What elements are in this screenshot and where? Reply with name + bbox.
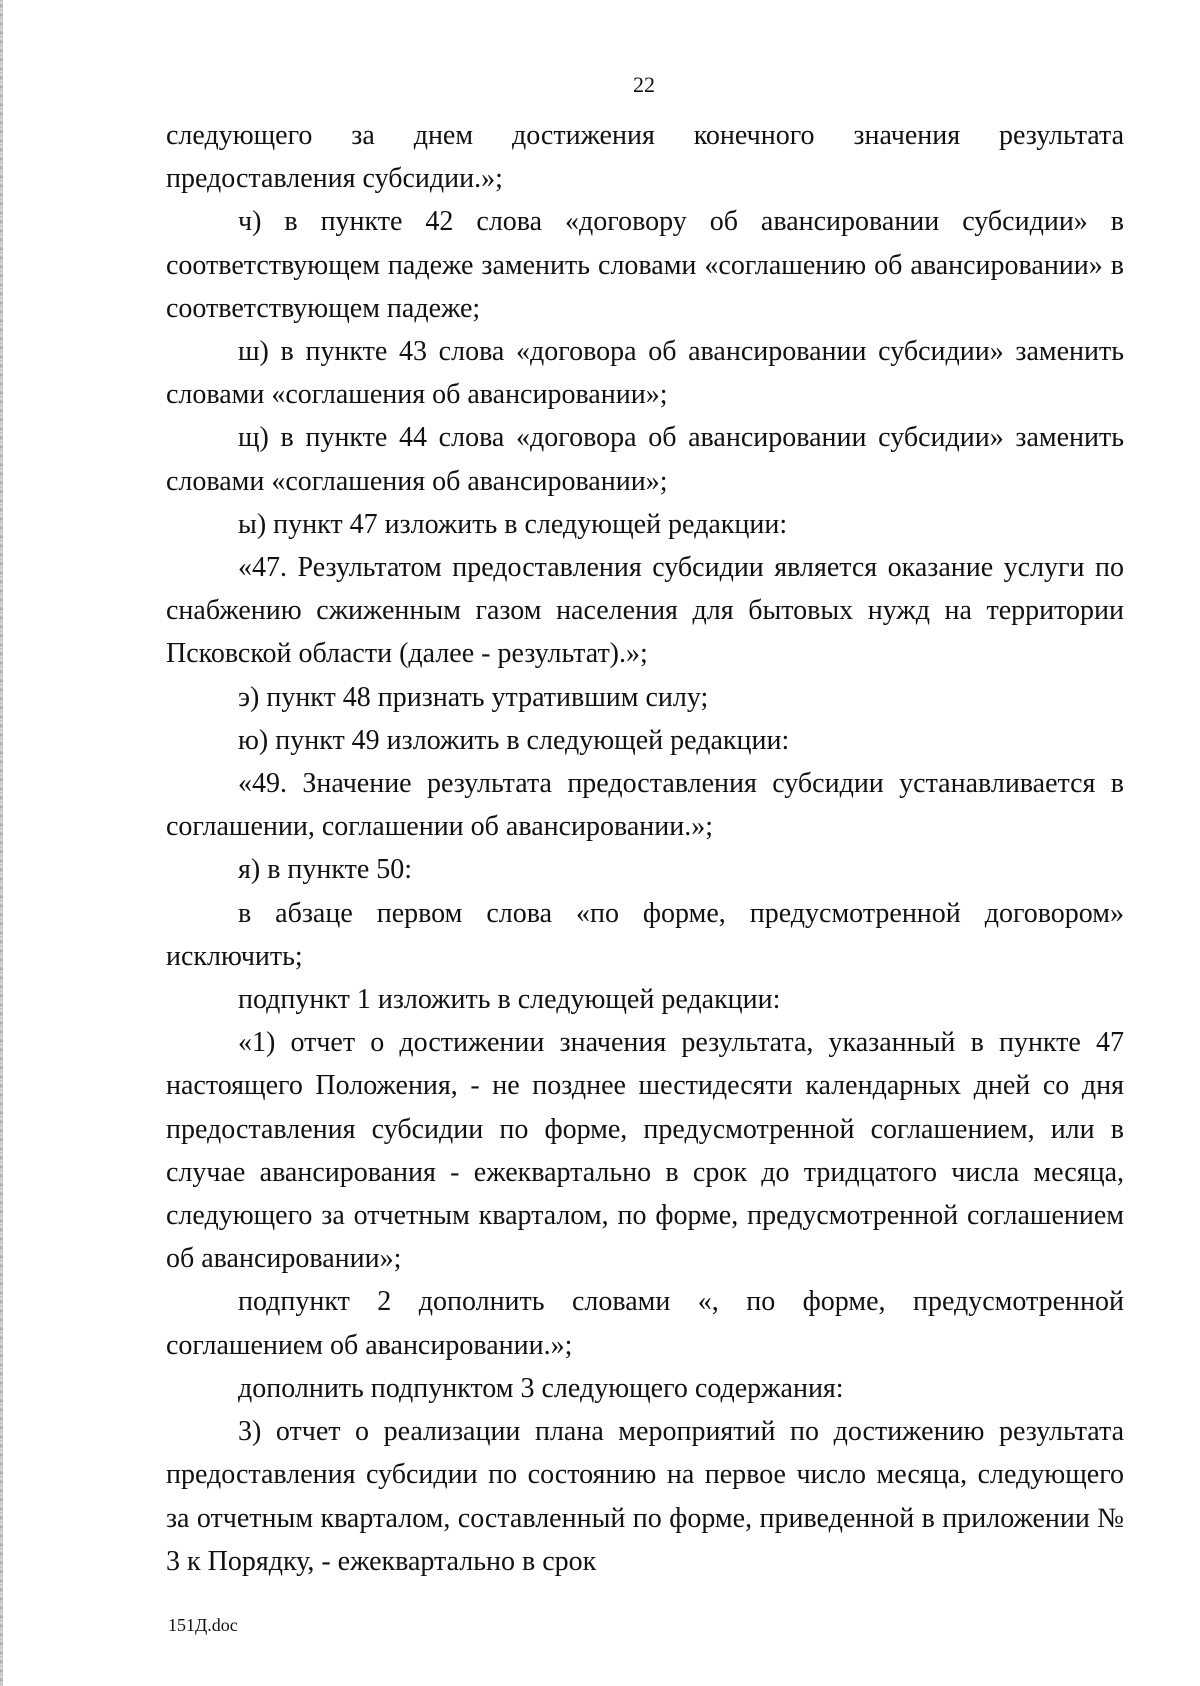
paragraph-subitem-3: 3) отчет о реализации плана мероприятий по достижению результата предоставления субсидии по состоянию на первое число месяца, следующего за отчетным кварталом, составленный по форме, приведенной в приложении № 3 к Порядку, - ежеквартально в срок [166,1416,1124,1577]
paragraph-item-sh: ш) в пункте 43 слова «договора об авансировании субсидии» заменить словами «соглашения об авансировании»; [166,336,1124,411]
paragraph-subitem-1-intro: подпункт 1 изложить в следующей редакции: [238,984,781,1016]
paragraph-item-y: ы) пункт 47 изложить в следующей редакции: [238,508,788,540]
file-name-footer: 151Д.doc [168,1615,238,1635]
paragraph-subitem-1: «1) отчет о достижении значения результата, указанный в пункте 47 настоящего Положения, - не позднее шестидесяти календарных дней со дня предоставления субсидии по форме, предусмотренной соглашением, или в случае авансирования - ежеквартально в срок до тридцатого числа месяца, следующего за отчетным кварталом, по форме, предусмотренной соглашением об авансировании»; [166,1027,1124,1275]
paragraph-item-ch: ч) в пункте 42 слова «договору об авансировании субсидии» в соответствующем падеже заменить словами «соглашению об авансировании» в соответствующем падеже; [166,206,1124,324]
page-number: 22 [633,72,655,97]
document-body [166,114,1124,1583]
paragraph-item-shch: щ) в пункте 44 слова «договора об авансировании субсидии» заменить словами «соглашения об авансировании»; [166,422,1124,497]
paragraph-item-ya: я) в пункте 50: [238,854,413,886]
paragraph-first-abzac: в абзаце первом слова «по форме, предусмотренной договором» исключить; [166,897,1124,972]
paragraph-item-yu: ю) пункт 49 изложить в следующей редакции: [238,724,790,756]
paragraph-item-e: э) пункт 48 признать утратившим силу; [238,681,709,713]
paragraph-subitem-3-intro: дополнить подпунктом 3 следующего содержания: [238,1372,844,1404]
scan-edge [0,0,3,1686]
paragraph-clause-47: «47. Результатом предоставления субсидии является оказание услуги по снабжению сжиженным газом населения для бытовых нужд на территории Псковской области (далее - результат).»; [166,552,1124,670]
paragraph-clause-49: «49. Значение результата предоставления субсидии устанавливается в соглашении, соглашении об авансировании.»; [166,768,1124,843]
paragraph-continuation: следующего за днем достижения конечного значения результата предоставления субсидии.»; [166,120,1124,195]
paragraph-subitem-2: подпункт 2 дополнить словами «, по форме, предусмотренной соглашением об авансировании.»; [166,1286,1124,1361]
